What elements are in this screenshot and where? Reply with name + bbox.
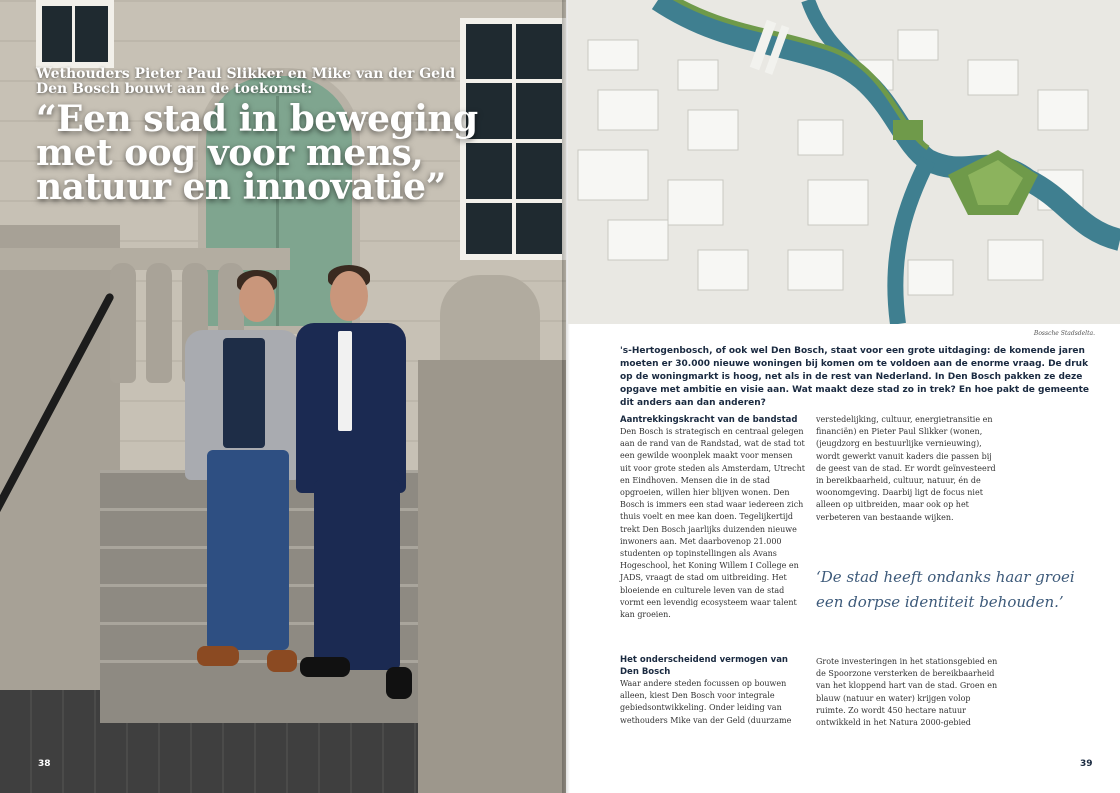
- column1-section2: [620, 654, 805, 727]
- section1-heading: Aantrekkingskracht van de bandstad: [620, 415, 798, 425]
- map-caption: Bossche Stadsdelta.: [1033, 330, 1095, 337]
- article-kicker: Wethouders Pieter Paul Slikker en Mike van der Geld Den Bosch bouwt aan de toekomst:: [36, 66, 456, 97]
- window-top-left: [36, 0, 114, 68]
- page-number-right: 39: [1080, 759, 1093, 769]
- map-illustration: [568, 0, 1120, 324]
- page-number-left: 38: [38, 759, 51, 769]
- section1-body: Den Bosch is strategisch en centraal gelegen aan de rand van de Randstad, wat de stad tot een gewilde woonplek maakt voor mensen uit voor grote steden als Amsterdam, Utrecht en Eindhoven. Mensen die in de stad opgroeien, willen hier blijven wonen. Den Bosch is immers een stad waar iedereen zich thuis voelt en mee kan doen. Tegelijkertijd trekt Den Bosch jaarlijks duizenden nieuwe inwoners aan. Met daarbovenop 21.000 studenten op topinstellingen als Avans Hogeschool, het Koning Willem I College en JADS, vraagt de stad om uitbreiding. Het bloeiende en culturele leven van de stad vormt een levendig ecosysteem waar talent kan groeien.: [620, 427, 805, 620]
- article-headline: “Een stad in beweging met oog voor mens, natuur en innovatie”: [36, 98, 478, 208]
- section2-body: Waar andere steden focussen op bouwen alleen, kiest Den Bosch voor integrale gebiedsontwikkeling. Onder leiding van wethouders Mike van der Geld (duurzame: [620, 679, 792, 725]
- stone-pillar-right: [418, 360, 566, 793]
- person-right: [292, 265, 417, 705]
- column2-bottom: [816, 656, 1001, 729]
- column2-top: [816, 414, 1001, 524]
- section2-heading: Het onderscheidend vermogen van Den Bosch: [620, 655, 788, 677]
- pillar-cap: [440, 275, 540, 370]
- city-plan-map: [568, 0, 1120, 324]
- column2-bottom-body: Grote investeringen in het stationsgebied en de Spoorzone versterken de bereikbaarheid van het kloppend hart van de stad. Groen en blauw (natuur en water) krijgen volop ruimte. Zo wordt 450 hectare natuur ontwikkeld in het Natura 2000-gebied: [816, 657, 998, 728]
- pull-quote: ‘De stad heeft ondanks haar groei een dorpse identiteit behouden.’: [816, 568, 1075, 611]
- column2-top-body: verstedelijking, cultuur, energietransitie en financiën) en Pieter Paul Slikker (wonen, (jeugdzorg en bestuurlijke vernieuwing), wordt gewerkt vanuit kaders die passen bij de geest van de stad. Er wordt geïnvesteerd in bereikbaarheid, cultuur, natuur, én de woonomgeving. Daarbij ligt de focus niet alleen op uitbreiden, maar ook op het verbeteren van bestaande wijken.: [816, 415, 996, 522]
- column1-section1: [620, 414, 805, 621]
- intro-paragraph: 's-Hertogenbosch, of ook wel Den Bosch, staat voor een grote uitdaging: de komende jaren moeten er 30.000 nieuwe woningen bij komen om te voldoen aan de enorme vraag. De druk op de woningmarkt is hoog, net als in de rest van Nederland. In Den Bosch pakken ze deze opgave met ambitie en visie aan. Wat maakt deze stad zo in trek? En hoe pakt de gemeente dit anders aan dan anderen?: [620, 346, 1089, 408]
